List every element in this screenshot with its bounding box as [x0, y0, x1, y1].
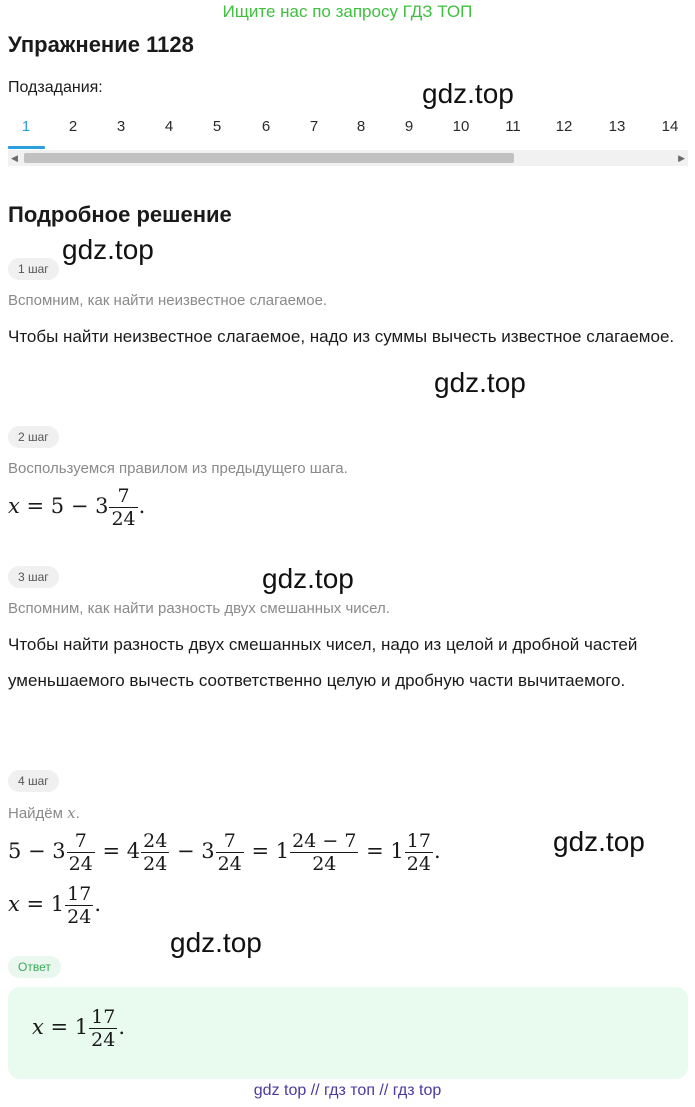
tab-10[interactable]: 10 [452, 118, 470, 135]
watermark: gdz.top [434, 367, 526, 398]
watermark: gdz.top [262, 563, 354, 594]
tabs-scrollbar[interactable] [8, 150, 688, 166]
scrollbar-thumb[interactable] [24, 153, 514, 163]
scroll-right-arrow-icon[interactable]: ▶ [678, 153, 685, 163]
tab-2[interactable]: 2 [68, 118, 78, 135]
step-text: Чтобы найти неизвестное слагаемое, надо из суммы вычесть известное слагаемое. [8, 327, 675, 346]
tab-7[interactable]: 7 [309, 118, 319, 135]
step-badge: 3 шаг [8, 566, 59, 588]
step-badge: 2 шаг [8, 426, 59, 448]
footer-links[interactable]: gdz top // гдз топ // гдз top [253, 1082, 442, 1099]
tab-6[interactable]: 6 [261, 118, 271, 135]
watermark: gdz.top [422, 78, 514, 109]
tab-12[interactable]: 12 [555, 118, 573, 135]
active-tab-indicator [8, 146, 45, 149]
answer-badge: Ответ [8, 956, 61, 978]
solution-title: Подробное решение [8, 202, 232, 227]
step-hint: Воспользуемся правилом из предыдущего шага. [8, 460, 348, 477]
answer-box [8, 987, 688, 1079]
tab-13[interactable]: 13 [608, 118, 626, 135]
watermark: gdz.top [553, 826, 645, 857]
tab-8[interactable]: 8 [356, 118, 366, 135]
step-text: Чтобы найти разность двух смешанных чисел, надо из целой и дробной частей уменьшаемого вычесть соответственно целую и дробную части вычитаемого. [8, 635, 638, 690]
watermark: gdz.top [62, 234, 154, 265]
tab-11[interactable]: 11 [505, 118, 521, 135]
scroll-left-arrow-icon[interactable]: ◀ [11, 153, 18, 163]
page-title: Упражнение 1128 [8, 32, 194, 57]
equation: x = 1 $\frac{17}{24}$ . [8, 883, 102, 928]
step-hint: Вспомним, как найти неизвестное слагаемое. [8, 292, 328, 309]
step-badge: 1 шаг [8, 258, 59, 280]
subtask-tabs [8, 112, 688, 150]
tab-14[interactable]: 14 [661, 118, 679, 135]
tab-1[interactable]: 1 [21, 118, 31, 135]
top-banner-link[interactable]: Ищите нас по запросу ГДЗ ТОП [222, 2, 473, 21]
tab-4[interactable]: 4 [164, 118, 174, 135]
step-hint: Вспомним, как найти разность двух смешанных чисел. [8, 600, 390, 617]
tab-5[interactable]: 5 [212, 118, 222, 135]
answer-equation: x = 1 $\frac{17}{24}$ . [32, 1006, 126, 1051]
equation: x = 5 − 3 $\frac{7}{24}$ . [8, 485, 146, 530]
subtasks-label: Подзадания: [8, 79, 103, 96]
tab-3[interactable]: 3 [116, 118, 126, 135]
equation: 5 − 3 $\frac{7}{24}$ = 4 $\frac{24}{24}$ − 3 $\frac{7}{24}$ = 1 $\frac{24 - 7}{24}$ = 1 $\frac{17}{24}$ . [8, 830, 441, 875]
step-badge: 4 шаг [8, 770, 59, 792]
step-hint: Найдём x. [8, 804, 80, 822]
tab-9[interactable]: 9 [404, 118, 414, 135]
watermark: gdz.top [170, 927, 262, 958]
